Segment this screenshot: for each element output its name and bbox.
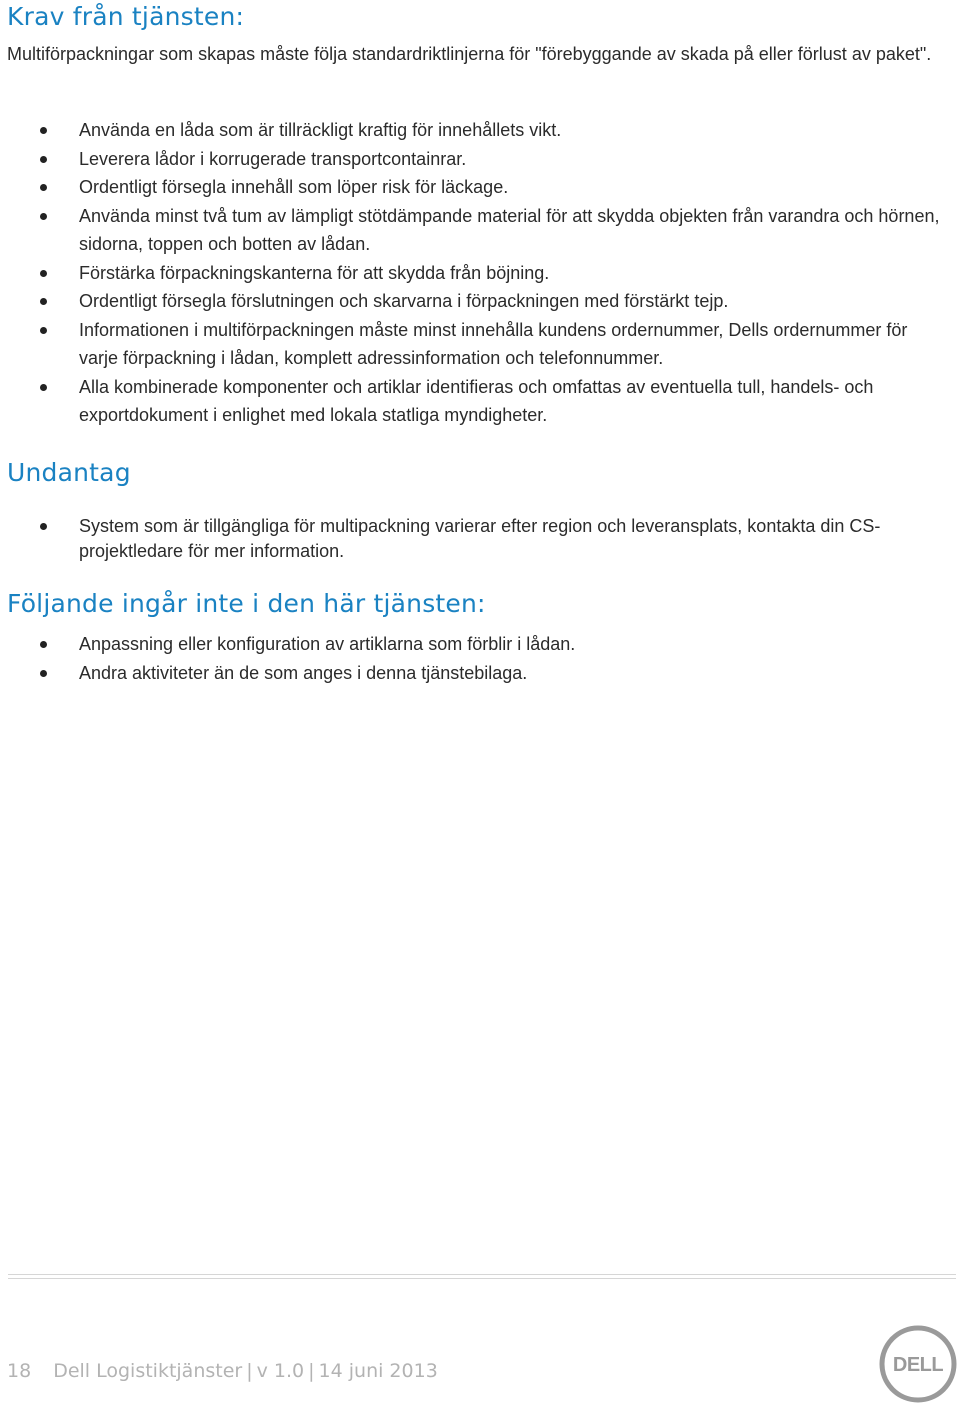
bullet-icon [40,670,47,677]
not-included-list [0,630,950,687]
not-included-heading: Följande ingår inte i den här tjänsten: [7,589,486,618]
exceptions-list [0,514,950,564]
page-number: 18 [7,1360,32,1382]
list-item: Informationen i multiförpackningen måste minst innehålla kundens ordernummer, Dells ordernummer för varje förpackning i lådan, komplett adressinformation och telefonnummer. [0,316,950,373]
list-item: Använda minst två tum av lämpligt stötdämpande material för att skydda objekten från varandra och hörnen, sidorna, toppen och botten av lådan. [0,202,950,259]
list-item: Ordentligt försegla innehåll som löper risk för läckage. [0,173,950,202]
document-title: Dell Logistiktjänster [53,1360,243,1382]
footer-divider-secondary [8,1278,956,1279]
list-item: Anpassning eller konfiguration av artiklarna som förblir i lådan. [0,630,950,659]
bullet-icon [40,327,47,334]
bullet-icon [40,270,47,277]
bullet-icon [40,184,47,191]
footer-divider [8,1274,956,1275]
document-date: 14 juni 2013 [318,1360,438,1382]
document-version: v 1.0 [256,1360,305,1382]
bullet-icon [40,213,47,220]
list-item: Alla kombinerade komponenter och artiklar identifieras och omfattas av eventuella tull, handels- och exportdokument i enlighet med lokala statliga myndigheter. [0,373,950,430]
list-item: Använda en låda som är tillräckligt kraftig för innehållets vikt. [0,116,950,145]
bullet-icon [40,298,47,305]
requirements-list [0,116,950,430]
list-item: Andra aktiviteter än de som anges i denna tjänstebilaga. [0,659,950,688]
dell-logo-icon [879,1325,957,1403]
list-item: Förstärka förpackningskanterna för att skydda från böjning. [0,259,950,288]
list-item: System som är tillgängliga för multipackning varierar efter region och leveransplats, kontakta din CS-projektledare för mer information. [0,514,950,564]
bullet-icon [40,384,47,391]
bullet-icon [40,641,47,648]
bullet-icon [40,156,47,163]
list-item: Leverera lådor i korrugerade transportcontainrar. [0,145,950,174]
page-footer: 18 Dell Logistiktjänster | v 1.0 | 14 juni 2013 [7,1360,438,1382]
exceptions-heading: Undantag [7,458,131,487]
list-item: Ordentligt försegla förslutningen och skarvarna i förpackningen med förstärkt tejp. [0,287,950,316]
bullet-icon [40,523,47,530]
requirements-heading: Krav från tjänsten: [7,2,245,31]
dell-logo-text: DELL [892,1354,944,1376]
bullet-icon [40,127,47,134]
requirements-intro: Multiförpackningar som skapas måste följa standardriktlinjerna för "förebyggande av skada på eller förlust av paket". [7,44,932,64]
